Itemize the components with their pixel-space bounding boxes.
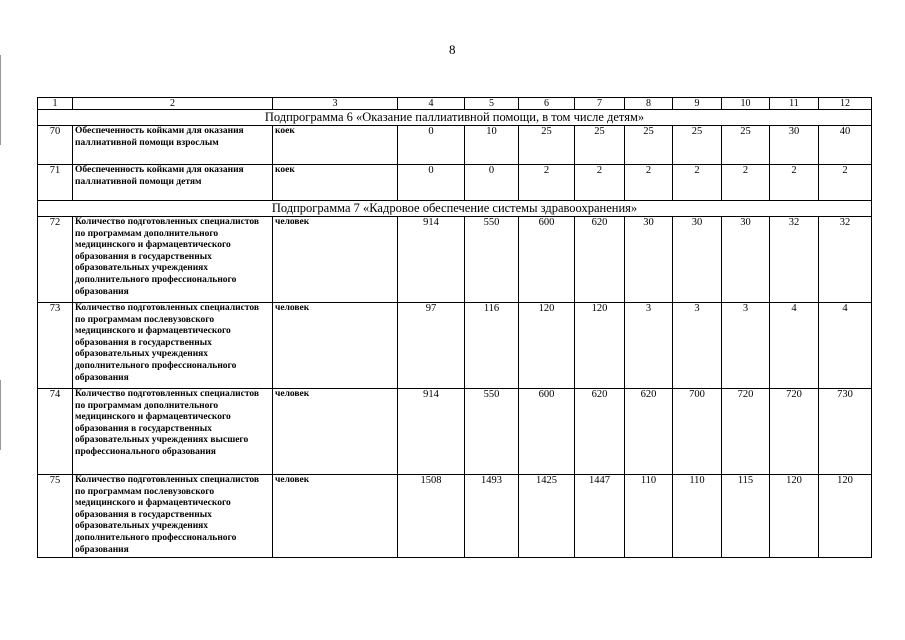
value-cell: 30 <box>722 217 770 303</box>
value-cell: 1493 <box>465 475 519 558</box>
value-cell: 25 <box>519 126 575 165</box>
table-row <box>38 389 872 475</box>
scan-edge-line <box>0 380 1 450</box>
row-number: 70 <box>38 126 73 165</box>
value-cell: 1508 <box>398 475 465 558</box>
value-cell: 116 <box>465 303 519 389</box>
table-row <box>38 165 872 201</box>
value-cell: 3 <box>722 303 770 389</box>
indicator-name: Количество подготовленных специалистов по программам послевузовского медицинского и фармацевтического образования в государственных образовательных учреждениях дополнительного профессионального образования <box>73 303 273 389</box>
column-number: 1 <box>38 98 73 110</box>
value-cell: 0 <box>398 165 465 201</box>
value-cell: 720 <box>722 389 770 475</box>
column-number: 5 <box>465 98 519 110</box>
scan-edge-line <box>0 55 1 145</box>
value-cell: 730 <box>819 389 872 475</box>
value-cell: 550 <box>465 217 519 303</box>
unit: человек <box>273 303 398 389</box>
value-cell: 10 <box>465 126 519 165</box>
value-cell: 0 <box>398 126 465 165</box>
column-number-header-row <box>38 98 872 110</box>
unit: коек <box>273 165 398 201</box>
value-cell: 120 <box>819 475 872 558</box>
table-row <box>38 126 872 165</box>
value-cell: 620 <box>625 389 673 475</box>
value-cell: 30 <box>673 217 722 303</box>
row-number: 72 <box>38 217 73 303</box>
subprogram-title: Подпрограмма 7 «Кадровое обеспечение системы здравоохранения» <box>38 201 872 217</box>
row-number: 73 <box>38 303 73 389</box>
subprogram-title: Подпрограмма 6 «Оказание паллиативной помощи, в том числе детям» <box>38 110 872 126</box>
indicator-name: Количество подготовленных специалистов по программам дополнительного медицинского и фармацевтического образования в государственных образовательных учреждениях дополнительного профессионального образования <box>73 217 273 303</box>
column-number: 7 <box>575 98 625 110</box>
value-cell: 1447 <box>575 475 625 558</box>
column-number: 2 <box>73 98 273 110</box>
subprogram-row <box>38 110 872 126</box>
indicator-name: Обеспеченность койками для оказания паллиативной помощи детям <box>73 165 273 201</box>
value-cell: 3 <box>625 303 673 389</box>
value-cell: 30 <box>770 126 819 165</box>
value-cell: 40 <box>819 126 872 165</box>
column-number: 4 <box>398 98 465 110</box>
value-cell: 0 <box>465 165 519 201</box>
indicator-name: Количество подготовленных специалистов по программам послевузовского медицинского и фармацевтического образования в государственных образовательных учреждениях дополнительного профессионального образования <box>73 475 273 558</box>
column-number: 9 <box>673 98 722 110</box>
value-cell: 2 <box>722 165 770 201</box>
value-cell: 25 <box>673 126 722 165</box>
column-number: 11 <box>770 98 819 110</box>
value-cell: 700 <box>673 389 722 475</box>
row-number: 74 <box>38 389 73 475</box>
value-cell: 25 <box>722 126 770 165</box>
column-number: 12 <box>819 98 872 110</box>
value-cell: 2 <box>625 165 673 201</box>
value-cell: 1425 <box>519 475 575 558</box>
table-row <box>38 217 872 303</box>
value-cell: 550 <box>465 389 519 475</box>
indicator-name: Количество подготовленных специалистов по программам дополнительного медицинского и фармацевтического образования в государственных образовательных учреждениях высшего профессионального образования <box>73 389 273 475</box>
subprogram-row <box>38 201 872 217</box>
value-cell: 115 <box>722 475 770 558</box>
table-row <box>38 303 872 389</box>
value-cell: 30 <box>625 217 673 303</box>
value-cell: 120 <box>519 303 575 389</box>
value-cell: 2 <box>575 165 625 201</box>
page-number: 8 <box>449 42 456 57</box>
unit: коек <box>273 126 398 165</box>
unit: человек <box>273 217 398 303</box>
value-cell: 110 <box>673 475 722 558</box>
value-cell: 25 <box>625 126 673 165</box>
value-cell: 32 <box>819 217 872 303</box>
value-cell: 600 <box>519 217 575 303</box>
value-cell: 25 <box>575 126 625 165</box>
value-cell: 97 <box>398 303 465 389</box>
value-cell: 620 <box>575 217 625 303</box>
value-cell: 914 <box>398 389 465 475</box>
value-cell: 32 <box>770 217 819 303</box>
value-cell: 2 <box>519 165 575 201</box>
value-cell: 4 <box>770 303 819 389</box>
value-cell: 110 <box>625 475 673 558</box>
value-cell: 620 <box>575 389 625 475</box>
unit: человек <box>273 389 398 475</box>
value-cell: 120 <box>575 303 625 389</box>
column-number: 10 <box>722 98 770 110</box>
table-row <box>38 475 872 558</box>
unit: человек <box>273 475 398 558</box>
indicator-name: Обеспеченность койками для оказания паллиативной помощи взрослым <box>73 126 273 165</box>
value-cell: 720 <box>770 389 819 475</box>
row-number: 71 <box>38 165 73 201</box>
value-cell: 2 <box>673 165 722 201</box>
value-cell: 600 <box>519 389 575 475</box>
indicator-table <box>37 97 872 558</box>
value-cell: 120 <box>770 475 819 558</box>
value-cell: 2 <box>770 165 819 201</box>
row-number: 75 <box>38 475 73 558</box>
column-number: 8 <box>625 98 673 110</box>
value-cell: 4 <box>819 303 872 389</box>
column-number: 6 <box>519 98 575 110</box>
value-cell: 2 <box>819 165 872 201</box>
value-cell: 914 <box>398 217 465 303</box>
value-cell: 3 <box>673 303 722 389</box>
column-number: 3 <box>273 98 398 110</box>
